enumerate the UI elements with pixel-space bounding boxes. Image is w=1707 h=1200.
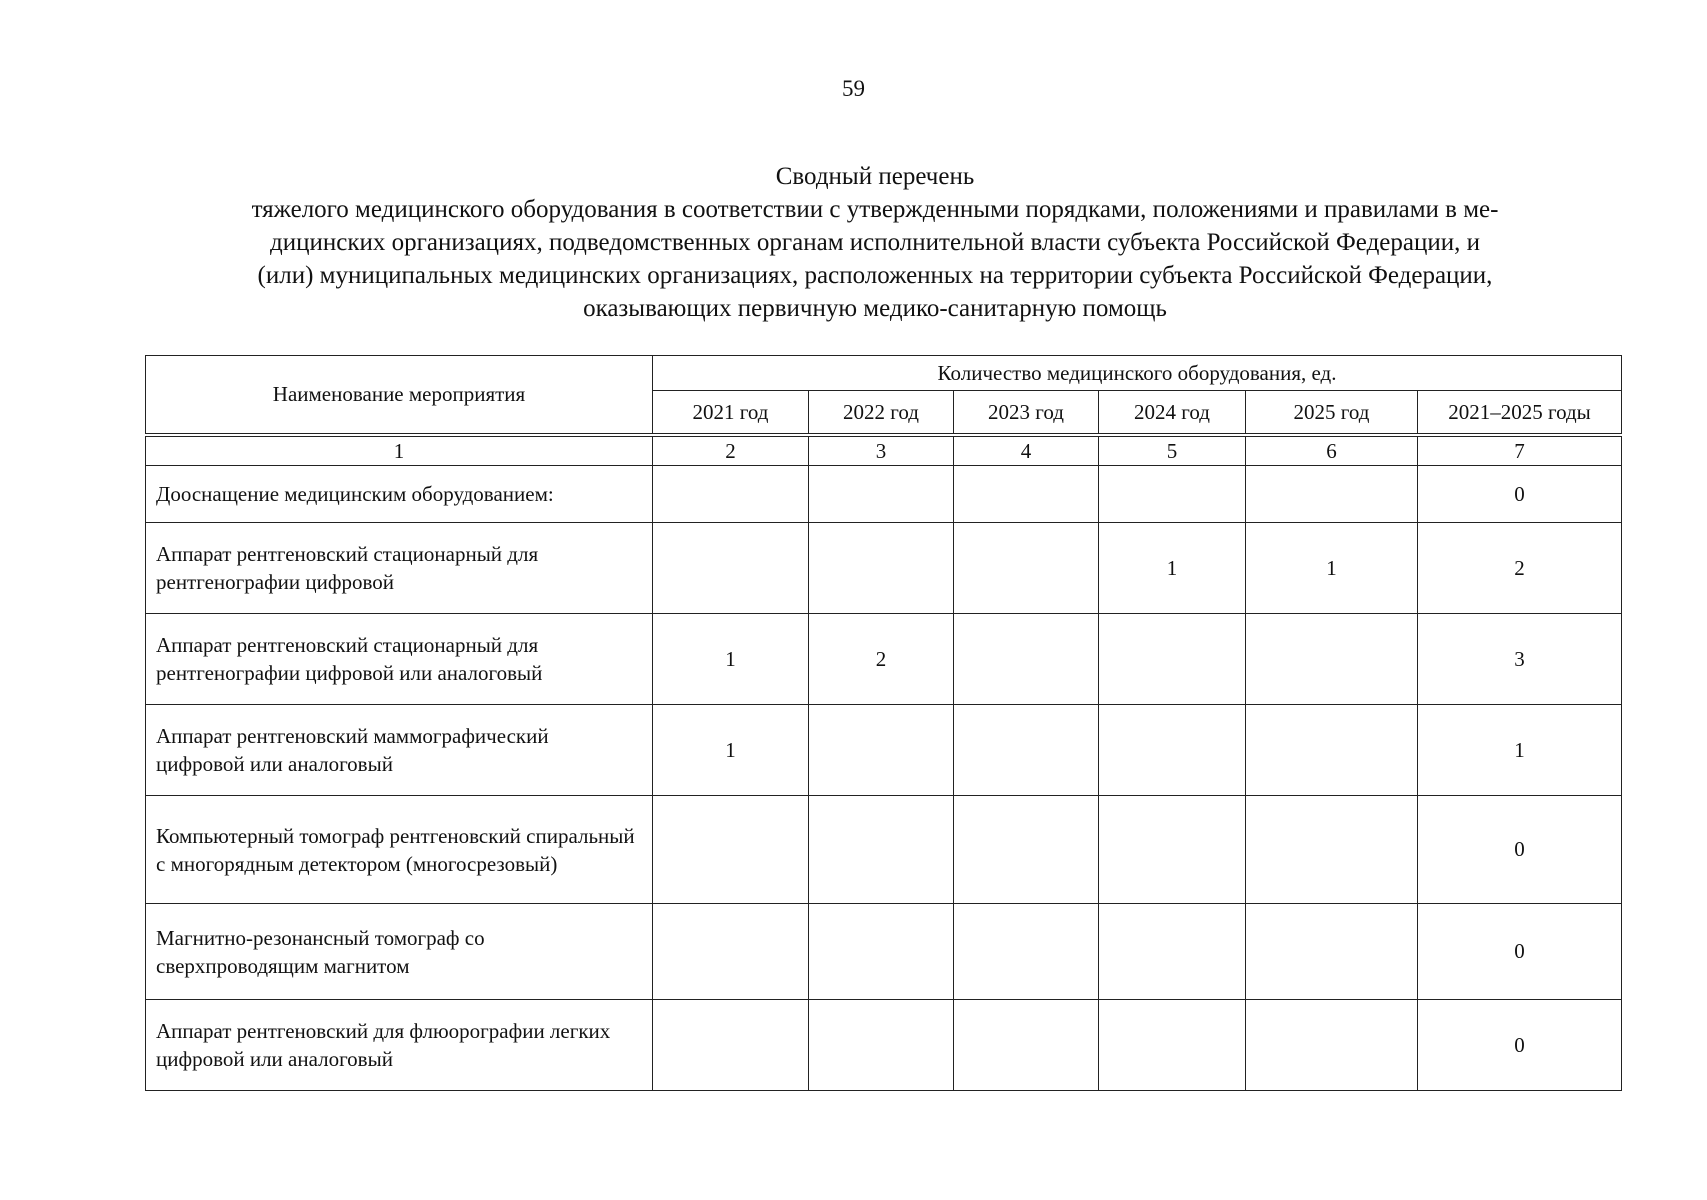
column-number-row	[146, 435, 1622, 466]
row-value	[809, 705, 954, 796]
row-value	[954, 1000, 1099, 1091]
document-title	[150, 160, 1600, 325]
table-row	[146, 796, 1622, 904]
row-value	[1246, 796, 1418, 904]
column-number: 5	[1099, 435, 1246, 466]
row-total: 0	[1418, 796, 1622, 904]
row-name: Дооснащение медицинским оборудованием:	[146, 466, 653, 523]
row-value	[954, 614, 1099, 705]
column-number: 4	[954, 435, 1099, 466]
table-row	[146, 705, 1622, 796]
row-value: 2	[809, 614, 954, 705]
row-value	[954, 796, 1099, 904]
year-header: 2023 год	[954, 391, 1099, 436]
quantity-column-header: Количество медицинского оборудования, ед.	[653, 356, 1622, 391]
row-value	[809, 904, 954, 1000]
row-value	[653, 523, 809, 614]
title-line: (или) муниципальных медицинских организациях, расположенных на территории субъекта Российской Федерации,	[257, 262, 1493, 289]
row-name: Аппарат рентгеновский маммографический цифровой или аналоговый	[146, 705, 653, 796]
row-name: Аппарат рентгеновский стационарный для рентгенографии цифровой	[146, 523, 653, 614]
column-number: 7	[1418, 435, 1622, 466]
table-row	[146, 466, 1622, 523]
row-value	[954, 466, 1099, 523]
name-column-header: Наименование мероприятия	[146, 356, 653, 436]
year-header: 2024 год	[1099, 391, 1246, 436]
row-value	[653, 466, 809, 523]
row-name: Компьютерный томограф рентгеновский спиральный с многорядным детектором (многосрезовый)	[146, 796, 653, 904]
row-value	[1246, 904, 1418, 1000]
row-value	[954, 705, 1099, 796]
row-total: 1	[1418, 705, 1622, 796]
row-value	[809, 796, 954, 904]
row-value	[1246, 1000, 1418, 1091]
year-header: 2025 год	[1246, 391, 1418, 436]
row-value	[809, 466, 954, 523]
row-value: 1	[653, 614, 809, 705]
column-number: 6	[1246, 435, 1418, 466]
row-name: Аппарат рентгеновский для флюорографии легких цифровой или аналоговый	[146, 1000, 653, 1091]
title-line: оказывающих первичную медико-санитарную помощь	[583, 295, 1167, 322]
row-total: 0	[1418, 466, 1622, 523]
column-number: 1	[146, 435, 653, 466]
row-value	[1246, 705, 1418, 796]
row-value	[1099, 904, 1246, 1000]
year-header: 2022 год	[809, 391, 954, 436]
row-value	[653, 1000, 809, 1091]
year-header: 2021 год	[653, 391, 809, 436]
row-value: 1	[1099, 523, 1246, 614]
row-total: 3	[1418, 614, 1622, 705]
row-value	[809, 1000, 954, 1091]
row-value	[1099, 466, 1246, 523]
row-value: 1	[1246, 523, 1418, 614]
row-value	[653, 904, 809, 1000]
row-value	[1099, 705, 1246, 796]
row-total: 2	[1418, 523, 1622, 614]
row-total: 0	[1418, 904, 1622, 1000]
row-value	[1246, 614, 1418, 705]
equipment-table	[145, 355, 1622, 1091]
table-row	[146, 904, 1622, 1000]
total-header: 2021–2025 годы	[1418, 391, 1622, 436]
row-total: 0	[1418, 1000, 1622, 1091]
title-line: тяжелого медицинского оборудования в соответствии с утвержденными порядками, положениями и правилами в ме-	[251, 196, 1499, 223]
column-number: 2	[653, 435, 809, 466]
table-row	[146, 523, 1622, 614]
row-value: 1	[653, 705, 809, 796]
row-name: Аппарат рентгеновский стационарный для рентгенографии цифровой или аналоговый	[146, 614, 653, 705]
row-value	[1099, 796, 1246, 904]
row-value	[954, 904, 1099, 1000]
row-value	[954, 523, 1099, 614]
row-value	[1246, 466, 1418, 523]
row-value	[1099, 614, 1246, 705]
row-value	[809, 523, 954, 614]
page-number: 59	[842, 76, 865, 101]
row-name: Магнитно-резонансный томограф со сверхпроводящим магнитом	[146, 904, 653, 1000]
column-number: 3	[809, 435, 954, 466]
title-line: дицинских организациях, подведомственных органам исполнительной власти субъекта Российской Федерации, и	[270, 229, 1480, 256]
row-value	[1099, 1000, 1246, 1091]
table-row	[146, 614, 1622, 705]
title-line: Сводный перечень	[775, 163, 975, 190]
table-row	[146, 1000, 1622, 1091]
row-value	[653, 796, 809, 904]
